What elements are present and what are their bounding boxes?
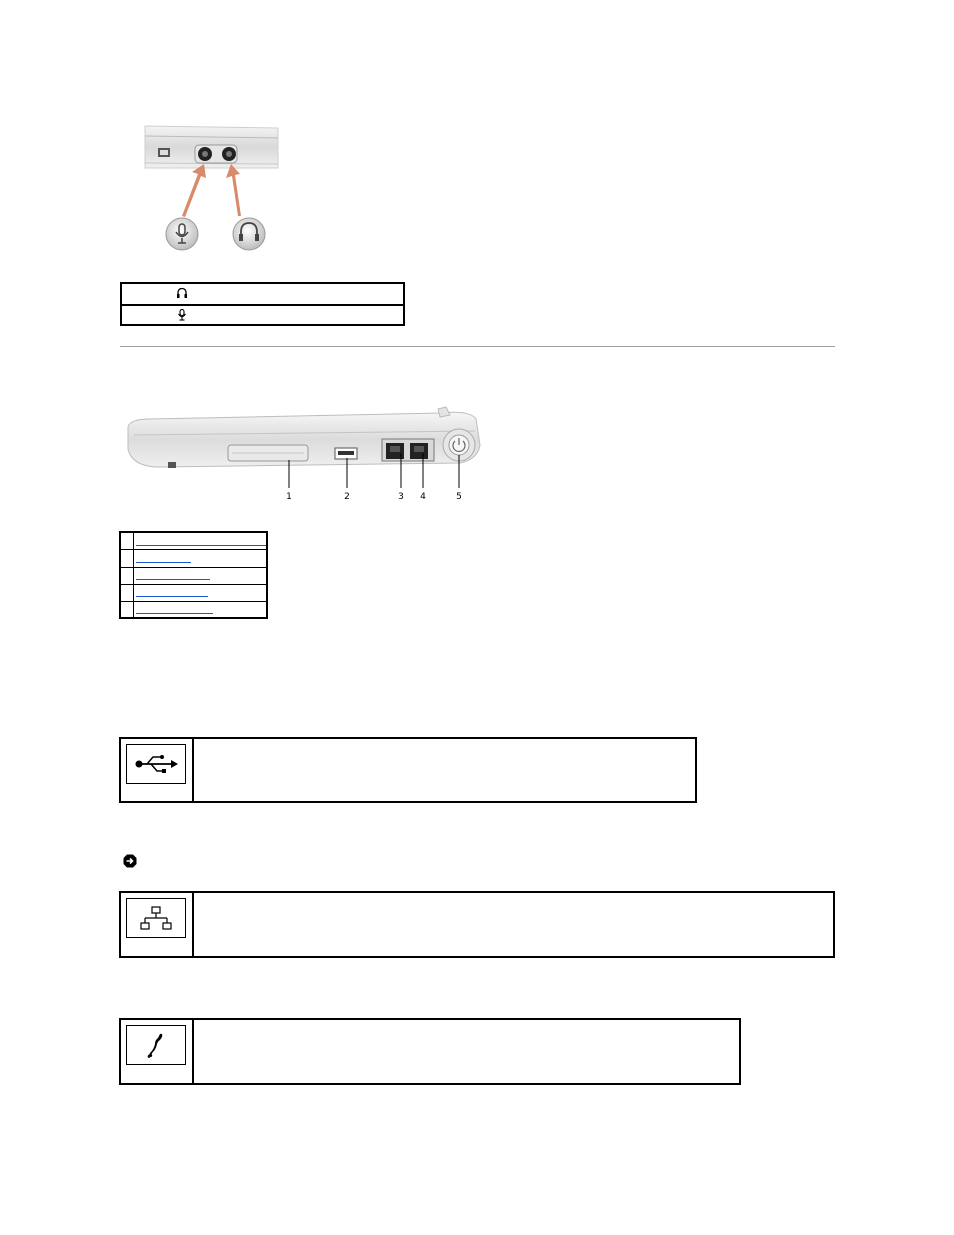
microphone-icon [166, 218, 198, 250]
callout-number: 1 [286, 492, 292, 502]
notice-icon [123, 853, 137, 867]
callout-link[interactable] [136, 613, 213, 614]
table-divider [121, 549, 266, 550]
network-icon [127, 899, 185, 937]
callout-link[interactable] [136, 579, 210, 580]
microphone-icon [176, 309, 188, 321]
right-side-view-illustration [120, 405, 485, 505]
icon-frame [126, 744, 186, 784]
table-divider [121, 567, 266, 568]
headphones-icon [233, 218, 265, 250]
callout-number-column [121, 533, 134, 617]
icon-cell [121, 893, 194, 956]
callout-link[interactable] [136, 545, 266, 546]
section-divider [120, 346, 835, 347]
callout-link[interactable] [136, 562, 191, 563]
audio-table-row [122, 284, 403, 306]
callout-number: 4 [420, 492, 426, 502]
icon-frame [126, 898, 186, 938]
callout-link[interactable] [136, 596, 208, 597]
usb-connector-box [119, 737, 697, 803]
table-divider [121, 584, 266, 585]
callout-number: 5 [456, 492, 462, 502]
audio-connectors-table [120, 282, 405, 326]
audio-table-row [122, 306, 403, 326]
network-connector-box [119, 891, 835, 958]
icon-cell [121, 1020, 194, 1083]
modem-icon [127, 1026, 185, 1064]
table-divider [121, 601, 266, 602]
icon-cell [121, 739, 194, 801]
modem-connector-box [119, 1018, 741, 1085]
callout-number: 3 [398, 492, 404, 502]
headphones-icon [176, 287, 188, 299]
audio-connectors-illustration [140, 118, 280, 258]
callout-number: 2 [344, 492, 350, 502]
icon-frame [126, 1025, 186, 1065]
usb-icon [127, 745, 185, 783]
callout-table [119, 531, 268, 619]
